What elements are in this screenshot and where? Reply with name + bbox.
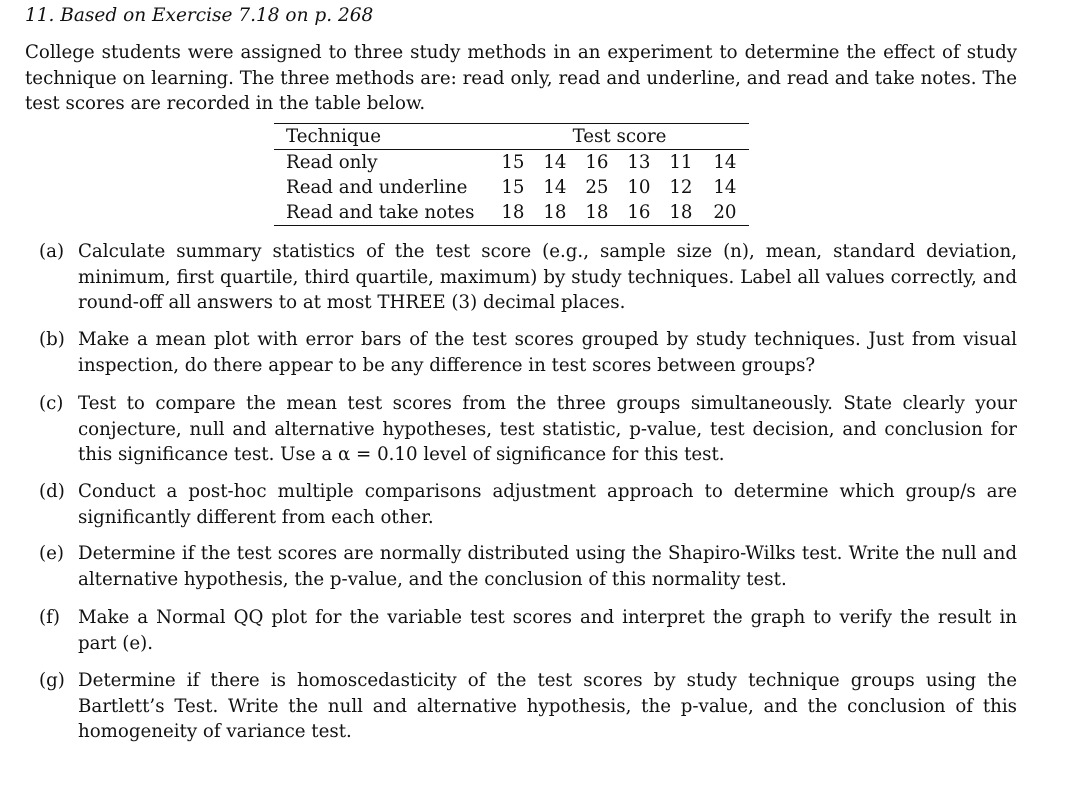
score-cell: 18 (585, 202, 609, 223)
score-cell: 12 (669, 177, 693, 198)
part-label: (g) (39, 670, 65, 691)
score-cell: 25 (585, 177, 609, 198)
score-cell: 16 (627, 202, 651, 223)
question-part-e (25, 541, 1017, 592)
technique-cell: Read and take notes (286, 202, 475, 223)
score-cell: 14 (713, 152, 737, 173)
question-part-c (25, 391, 1017, 468)
table-row (274, 150, 749, 176)
part-label: (f) (39, 607, 60, 628)
score-cell: 14 (713, 177, 737, 198)
question-part-b (25, 327, 1017, 378)
table-row (274, 200, 749, 226)
score-cell: 18 (501, 202, 525, 223)
part-text: Test to compare the mean test scores from the three groups simultaneously. State clearly your conjecture, null and alternative hypotheses, test statistic, p-value, test decision, and conclusion for this significance test. Use a α = 0.10 level of significance for this test. (78, 393, 1017, 465)
score-cell: 11 (669, 152, 693, 173)
question-part-d (25, 479, 1017, 530)
score-cell: 13 (627, 152, 651, 173)
table-header-row (274, 124, 749, 150)
part-text: Determine if the test scores are normally distributed using the Shapiro-Wilks test. Write the null and alternative hypothesis, the p-value, and the conclusion of this normality test. (78, 543, 1017, 590)
score-cell: 14 (543, 177, 567, 198)
test-score-table (274, 123, 749, 226)
part-label: (e) (39, 543, 64, 564)
score-cell: 15 (501, 152, 525, 173)
part-label: (a) (39, 241, 65, 262)
part-text: Make a Normal QQ plot for the variable test scores and interpret the graph to verify the result in part (e). (78, 607, 1017, 654)
score-cell: 16 (585, 152, 609, 173)
score-cell: 18 (669, 202, 693, 223)
technique-cell: Read and underline (286, 177, 468, 198)
part-label: (b) (39, 329, 65, 350)
table-row (274, 175, 749, 200)
intro-paragraph: College students were assigned to three study methods in an experiment to determine the effect of study technique on learning. The three methods are: read only, read and underline, and read and take notes. The test scores are recorded in the table below. (25, 42, 1017, 114)
part-label: (c) (39, 393, 64, 414)
header-technique: Technique (274, 124, 491, 150)
part-label: (d) (39, 481, 65, 502)
score-cell: 18 (543, 202, 567, 223)
part-text: Calculate summary statistics of the test score (e.g., sample size (n), mean, standard deviation, minimum, first quartile, third quartile, maximum) by study techniques. Label all values correctly, and round-off all answers to at most THREE (3) decimal places. (78, 241, 1017, 313)
part-text: Make a mean plot with error bars of the test scores grouped by study techniques. Just from visual inspection, do there appear to be any difference in test scores between groups? (78, 329, 1017, 376)
score-cell: 20 (713, 202, 737, 223)
technique-cell: Read only (286, 152, 378, 173)
question-part-a (25, 239, 1017, 316)
exercise-heading: 11. Based on Exercise 7.18 on p. 268 (25, 5, 374, 26)
score-cell: 15 (501, 177, 525, 198)
score-cell: 14 (543, 152, 567, 173)
question-part-g (25, 668, 1017, 745)
header-test-score: Test score (491, 124, 749, 150)
score-cell: 10 (627, 177, 651, 198)
part-text: Conduct a post-hoc multiple comparisons adjustment approach to determine which group/s are significantly different from each other. (78, 481, 1017, 528)
question-part-f (25, 605, 1017, 656)
part-text: Determine if there is homoscedasticity of the test scores by study technique groups using the Bartlett’s Test. Write the null and alternative hypothesis, the p-value, and the conclusion of this homogeneity of variance test. (78, 670, 1017, 742)
